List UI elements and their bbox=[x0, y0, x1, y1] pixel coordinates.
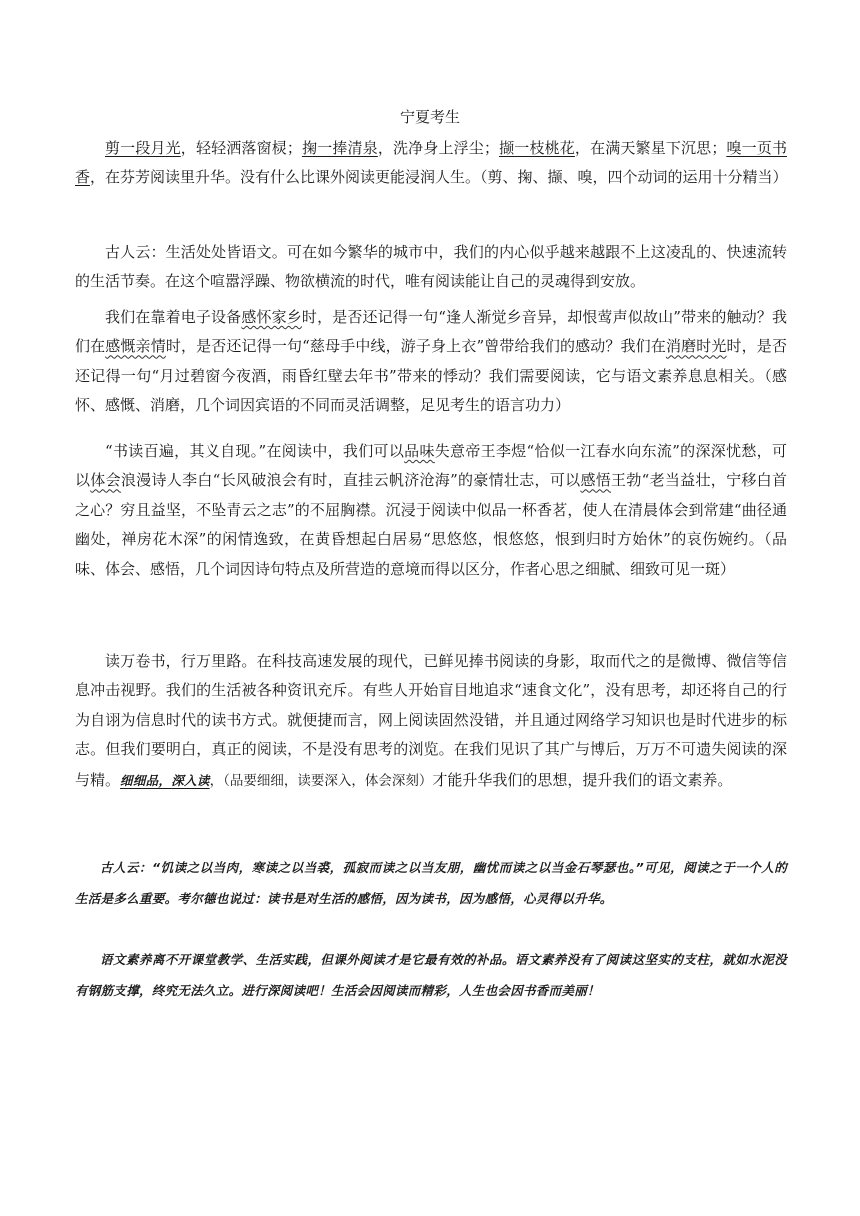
annotation-text: ，（品要细细，读要深入，体会深刻） bbox=[209, 772, 433, 789]
essay-title: 宁夏考生 bbox=[399, 108, 460, 126]
paragraph-text: ，轻轻洒落窗棂； bbox=[180, 139, 302, 157]
paragraph-text: 时，是否还记得一句“逢人渐觉乡音异，却恨莺声似故山”带来的触动？我们在 bbox=[75, 308, 787, 356]
wavy-phrase: 品味 bbox=[404, 442, 435, 460]
paragraph-text: 才能升华我们的思想，提升我们的语文素养。 bbox=[432, 770, 733, 789]
paragraph-text: 我们在靠着电子设备 bbox=[105, 308, 242, 326]
paragraph-2: 古人云：生活处处皆语文。可在如今繁华的城市中，我们的内心似乎越来越跟不上这凌乱的、快速流转的生活节奏。在这个喧嚣浮躁、物欲横流的时代，唯有阅读能让自己的灵魂得到安放。 bbox=[75, 243, 787, 291]
underlined-phrase: 剪一段月光 bbox=[105, 139, 181, 157]
paragraph-text: 时，是否还记得一句“月过碧窗今夜酒，雨昏红壁去年书”带来的悸动？我们需要阅读，它与语文素养息息相关。（感怀、感慨、消磨，几个词因宾语的不同而灵活调整，足见考生的语言功力） bbox=[75, 337, 787, 415]
paragraph-1 bbox=[75, 134, 787, 193]
paragraph-text: 失意帝王李煜“恰似一江春水向东流”的深深忧愁，可以 bbox=[75, 442, 787, 490]
wavy-phrase: 感慨亲情 bbox=[105, 337, 166, 356]
paragraph-text: ，在芬芳阅读里升华。没有什么比课外阅读更能浸润人生。（剪、掬、撷、嗅，四个动词的运用十分精当） bbox=[90, 168, 788, 187]
wavy-phrase: 感怀家乡 bbox=[241, 308, 302, 326]
underlined-phrase: 嗅一页书香 bbox=[75, 139, 787, 187]
paragraph-7: 语文素养离不开课堂教学、生活实践，但课外阅读才是它最有效的补品。语文素养没有了阅读这坚实的支柱，就如水泥没有钢筋支撑，终究无法久立。进行深阅读吧！生活会因阅读而精彩，人生也会因书香而美丽！ bbox=[75, 952, 787, 999]
paragraph-text: 王勃“老当益壮，宁移白首之心？穷且益坚，不坠青云之志”的不屈胸襟。沉浸于阅读中似品一杯香茗，使人在清晨体会到常建“曲径通幽处，禅房花木深”的闲情逸致，在黄昏想起白居易“思悠悠，恨悠悠，恨到归时方始休”的哀伤婉约。（品味、体会、感悟，几个词因诗句特点及所营造的意境而得以区分，作者心思之细腻、细致可见一斑） bbox=[75, 471, 787, 578]
wavy-phrase: 消磨时光 bbox=[665, 337, 727, 356]
paragraph-4 bbox=[75, 437, 787, 584]
underlined-phrase: 撷一枝桃花 bbox=[498, 139, 575, 157]
paragraph-text: “书读百遍，其义自现。”在阅读中，我们可以 bbox=[105, 442, 405, 460]
paragraph-5 bbox=[75, 647, 787, 796]
paragraph-text: 时，是否还记得一句“慈母手中线，游子身上衣”曾带给我们的感动？我们在 bbox=[165, 337, 666, 356]
paragraph-6: 古人云：“饥读之以当肉，寒读之以当裘，孤寂而读之以当友朋，幽忧而读之以当金石琴瑟也。”可见，阅读之于一个人的生活是多么重要。考尔德也说过：读书是对生活的感悟，因为读书，因为感悟，心灵得以升华。 bbox=[75, 860, 787, 907]
paragraph-text: 浪漫诗人李白“长风破浪会有时，直挂云帆济沧海”的豪情壮志，可以 bbox=[120, 471, 581, 490]
paragraph-text: ，在满天繁星下沉思； bbox=[574, 139, 727, 157]
paragraph-text: 读万卷书，行万里路。在科技高速发展的现代，已鲜见捧书阅读的身影，取而代之的是微博、微信等信息冲击视野。我们的生活被各种资讯充斥。有些人开始盲目地追求“速食文化”，没有思考，却还将自己的行为自诩为信息时代的读书方式。就便捷而言，网上阅读固然没错，并且通过网络学习知识也是时代进步的标志。但我们要明白，真正的阅读，不是没有思考的浏览。在我们见识了其广与博后，万万不可遗失阅读的深与精。 bbox=[75, 652, 787, 789]
paragraph-text: ，洗净身上浮尘； bbox=[377, 139, 499, 157]
underlined-phrase: 细细品，深入读 bbox=[120, 772, 210, 788]
wavy-phrase: 体会 bbox=[90, 471, 121, 490]
underlined-phrase: 掬一捧清泉 bbox=[301, 139, 378, 157]
wavy-phrase: 感悟 bbox=[580, 471, 612, 490]
paragraph-3 bbox=[75, 303, 787, 421]
